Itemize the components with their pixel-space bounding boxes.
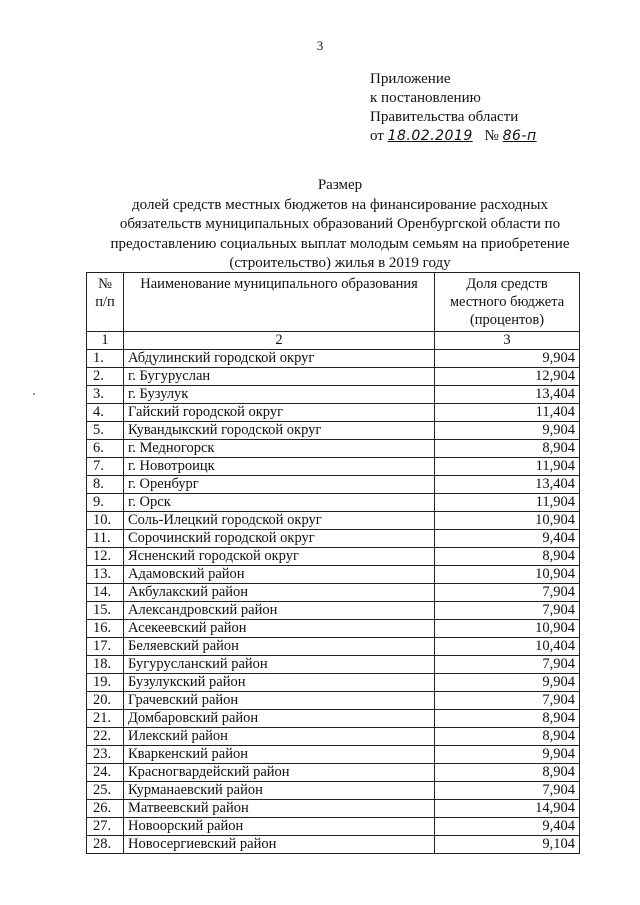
row-share: 13,404 (435, 476, 580, 494)
row-share: 9,904 (435, 674, 580, 692)
table-row (87, 836, 580, 854)
table-row (87, 512, 580, 530)
row-municipality: Курманаевский район (124, 782, 435, 800)
table-row (87, 746, 580, 764)
row-municipality: Ясненский городской округ (124, 548, 435, 566)
row-number: 5. (87, 422, 124, 440)
row-share: 13,404 (435, 386, 580, 404)
row-municipality: Бугурусланский район (124, 656, 435, 674)
row-share: 9,904 (435, 746, 580, 764)
row-share: 10,404 (435, 638, 580, 656)
row-municipality: Бузулукский район (124, 674, 435, 692)
row-municipality: Сорочинский городской округ (124, 530, 435, 548)
row-number: 4. (87, 404, 124, 422)
row-share: 9,104 (435, 836, 580, 854)
table-row (87, 782, 580, 800)
row-number: 25. (87, 782, 124, 800)
table-row (87, 818, 580, 836)
row-number: 23. (87, 746, 124, 764)
row-municipality: Домбаровский район (124, 710, 435, 728)
row-number: 13. (87, 566, 124, 584)
row-municipality: г. Бугуруслан (124, 368, 435, 386)
row-municipality: Грачевский район (124, 692, 435, 710)
appendix-line-1: Приложение (370, 71, 451, 87)
row-number: 27. (87, 818, 124, 836)
row-number: 18. (87, 656, 124, 674)
table-row (87, 674, 580, 692)
row-share: 7,904 (435, 584, 580, 602)
table-row (87, 602, 580, 620)
row-share: 8,904 (435, 764, 580, 782)
table-row (87, 422, 580, 440)
row-number: 6. (87, 440, 124, 458)
row-share: 7,904 (435, 692, 580, 710)
row-number: 24. (87, 764, 124, 782)
from-label: от (370, 128, 384, 144)
row-municipality: г. Новотроицк (124, 458, 435, 476)
table-row (87, 710, 580, 728)
page-number: 3 (316, 38, 324, 53)
row-number: 8. (87, 476, 124, 494)
row-number: 1. (87, 350, 124, 368)
row-share: 7,904 (435, 602, 580, 620)
table-row (87, 548, 580, 566)
row-number: 28. (87, 836, 124, 854)
appendix-line-2: к постановлению (370, 90, 481, 106)
row-share: 10,904 (435, 620, 580, 638)
row-municipality: Красногвардейский район (124, 764, 435, 782)
table-row (87, 476, 580, 494)
title-line-3: обязательств муниципальных образований Оренбургской области по (119, 216, 561, 232)
row-number: 3. (87, 386, 124, 404)
table-row (87, 404, 580, 422)
table-index-row (87, 332, 580, 350)
handwritten-date: 18.02.2019 (387, 128, 473, 144)
title-line-1: Размер (317, 177, 363, 193)
table-row (87, 800, 580, 818)
table-row (87, 368, 580, 386)
row-share: 8,904 (435, 548, 580, 566)
row-share: 10,904 (435, 512, 580, 530)
scan-speck (33, 393, 35, 395)
row-number: 12. (87, 548, 124, 566)
title-line-4: предоставлению социальных выплат молодым семьям на приобретение (110, 235, 570, 252)
handwritten-number: 86-п (502, 128, 537, 144)
row-municipality: Гайский городской округ (124, 404, 435, 422)
row-municipality: Кувандыкский городской округ (124, 422, 435, 440)
row-share: 8,904 (435, 710, 580, 728)
row-share: 8,904 (435, 440, 580, 458)
document-title (80, 176, 600, 274)
row-municipality: Соль-Илецкий городской округ (124, 512, 435, 530)
row-municipality: Александровский район (124, 602, 435, 620)
row-municipality: Асекеевский район (124, 620, 435, 638)
row-share: 9,904 (435, 350, 580, 368)
number-sign: № (484, 128, 499, 144)
row-share: 9,404 (435, 530, 580, 548)
index-cell-3: 3 (435, 332, 580, 350)
row-share: 8,904 (435, 728, 580, 746)
row-number: 15. (87, 602, 124, 620)
row-number: 22. (87, 728, 124, 746)
row-municipality: Адамовский район (124, 566, 435, 584)
row-number: 21. (87, 710, 124, 728)
row-number: 14. (87, 584, 124, 602)
row-share: 11,904 (435, 494, 580, 512)
header-municipality: Наименование муниципального образования (124, 273, 435, 332)
row-municipality: Матвеевский район (124, 800, 435, 818)
table-row (87, 440, 580, 458)
row-municipality: Новосергиевский район (124, 836, 435, 854)
row-municipality: г. Орск (124, 494, 435, 512)
shares-table (86, 272, 580, 854)
table-row (87, 458, 580, 476)
table-row (87, 350, 580, 368)
row-number: 2. (87, 368, 124, 386)
row-municipality: г. Бузулук (124, 386, 435, 404)
row-municipality: Абдулинский городской округ (124, 350, 435, 368)
row-share: 12,904 (435, 368, 580, 386)
table-row (87, 530, 580, 548)
table-row (87, 692, 580, 710)
row-municipality: Илекский район (124, 728, 435, 746)
row-share: 7,904 (435, 656, 580, 674)
row-number: 7. (87, 458, 124, 476)
index-cell-2: 2 (124, 332, 435, 350)
row-municipality: Кваркенский район (124, 746, 435, 764)
row-share: 9,904 (435, 422, 580, 440)
table-header-row (87, 273, 580, 332)
row-share: 10,904 (435, 566, 580, 584)
table-row (87, 728, 580, 746)
table-row (87, 656, 580, 674)
table-row (87, 386, 580, 404)
row-number: 26. (87, 800, 124, 818)
table-row (87, 620, 580, 638)
table-row (87, 566, 580, 584)
row-share: 9,404 (435, 818, 580, 836)
index-cell-1: 1 (87, 332, 124, 350)
table-row (87, 494, 580, 512)
appendix-line-3: Правительства области (370, 109, 519, 125)
title-line-5: (строительство) жилья в 2019 году (229, 255, 451, 271)
table-body (87, 350, 580, 854)
table-row (87, 638, 580, 656)
row-share: 7,904 (435, 782, 580, 800)
table-row (87, 584, 580, 602)
title-line-2: долей средств местных бюджетов на финансирование расходных (132, 196, 548, 213)
header-share: Доля средств местного бюджета (процентов) (435, 273, 580, 332)
row-number: 17. (87, 638, 124, 656)
row-number: 20. (87, 692, 124, 710)
row-number: 16. (87, 620, 124, 638)
row-municipality: г. Медногорск (124, 440, 435, 458)
header-number: № п/п (87, 273, 124, 332)
row-municipality: Новоорский район (124, 818, 435, 836)
row-share: 11,404 (435, 404, 580, 422)
row-share: 14,904 (435, 800, 580, 818)
row-municipality: Беляевский район (124, 638, 435, 656)
row-share: 11,904 (435, 458, 580, 476)
row-number: 9. (87, 494, 124, 512)
row-number: 11. (87, 530, 124, 548)
appendix-date-line (370, 127, 537, 146)
appendix-block (370, 70, 537, 146)
table-row (87, 764, 580, 782)
row-number: 19. (87, 674, 124, 692)
row-number: 10. (87, 512, 124, 530)
row-municipality: Акбулакский район (124, 584, 435, 602)
row-municipality: г. Оренбург (124, 476, 435, 494)
